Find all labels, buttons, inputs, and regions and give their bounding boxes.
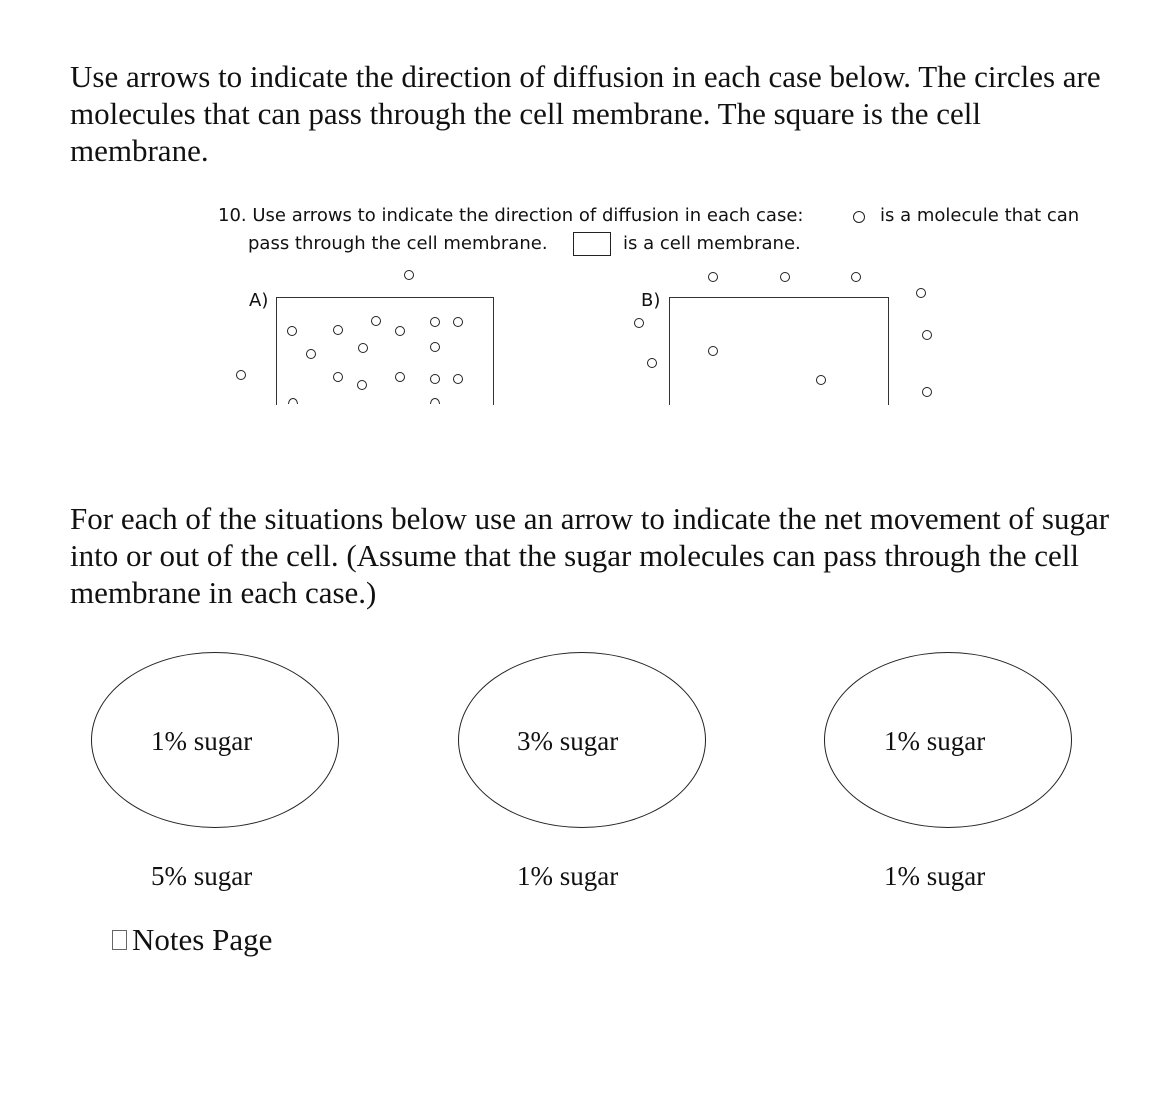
molecule-legend-text: is a molecule that can [880,205,1080,226]
intro-instructions: Use arrows to indicate the direction of diffusion in each case below. The circles are molecules that can pass through the cell membrane. The square is the cell membrane. [70,59,1101,168]
cell-3-inside-label: 1% sugar [884,726,986,756]
molecule [430,374,440,384]
molecule [922,330,932,340]
cell-1-outside-label: 5% sugar [151,861,253,891]
molecule [453,374,463,384]
cell-2-inside-label: 3% sugar [517,726,619,756]
molecule [430,317,440,327]
case-b-label: B) [641,290,661,311]
cell-3-outside-label: 1% sugar [884,861,986,891]
case-a-label: A) [249,290,269,311]
molecule [647,358,657,368]
molecule [922,387,932,397]
question-prompt: 10. Use arrows to indicate the direction of diffusion in each case: [218,205,804,226]
molecule [634,318,644,328]
molecule [708,272,718,282]
molecule [371,316,381,326]
membrane-legend-icon [573,232,611,256]
molecule [916,288,926,298]
notes-page-label: Notes Page [132,922,273,957]
molecule-partial [430,398,440,404]
molecule [430,342,440,352]
molecule [395,326,405,336]
molecule [287,326,297,336]
molecule [236,370,246,380]
molecule [395,372,405,382]
molecule [708,346,718,356]
missing-glyph-icon [112,930,127,950]
molecule [333,325,343,335]
molecule [358,343,368,353]
molecule-partial [288,398,298,404]
molecule [816,375,826,385]
molecule [404,270,414,280]
cell-1-inside-label: 1% sugar [151,726,253,756]
cell-2-outside-label: 1% sugar [517,861,619,891]
case-b-membrane [669,297,889,405]
molecule [357,380,367,390]
question-prompt-line2: pass through the cell membrane. [248,233,548,254]
membrane-legend-text: is a cell membrane. [623,233,801,254]
molecule [851,272,861,282]
molecule [306,349,316,359]
molecule [333,372,343,382]
molecule [453,317,463,327]
sugar-instructions: For each of the situations below use an arrow to indicate the net movement of sugar into or out of the cell. (Assume that the sugar molecules can pass through the cell membrane in each case.) [70,501,1110,610]
notes-page-link[interactable] [112,922,272,958]
molecule [780,272,790,282]
molecule-legend-icon [853,211,865,223]
